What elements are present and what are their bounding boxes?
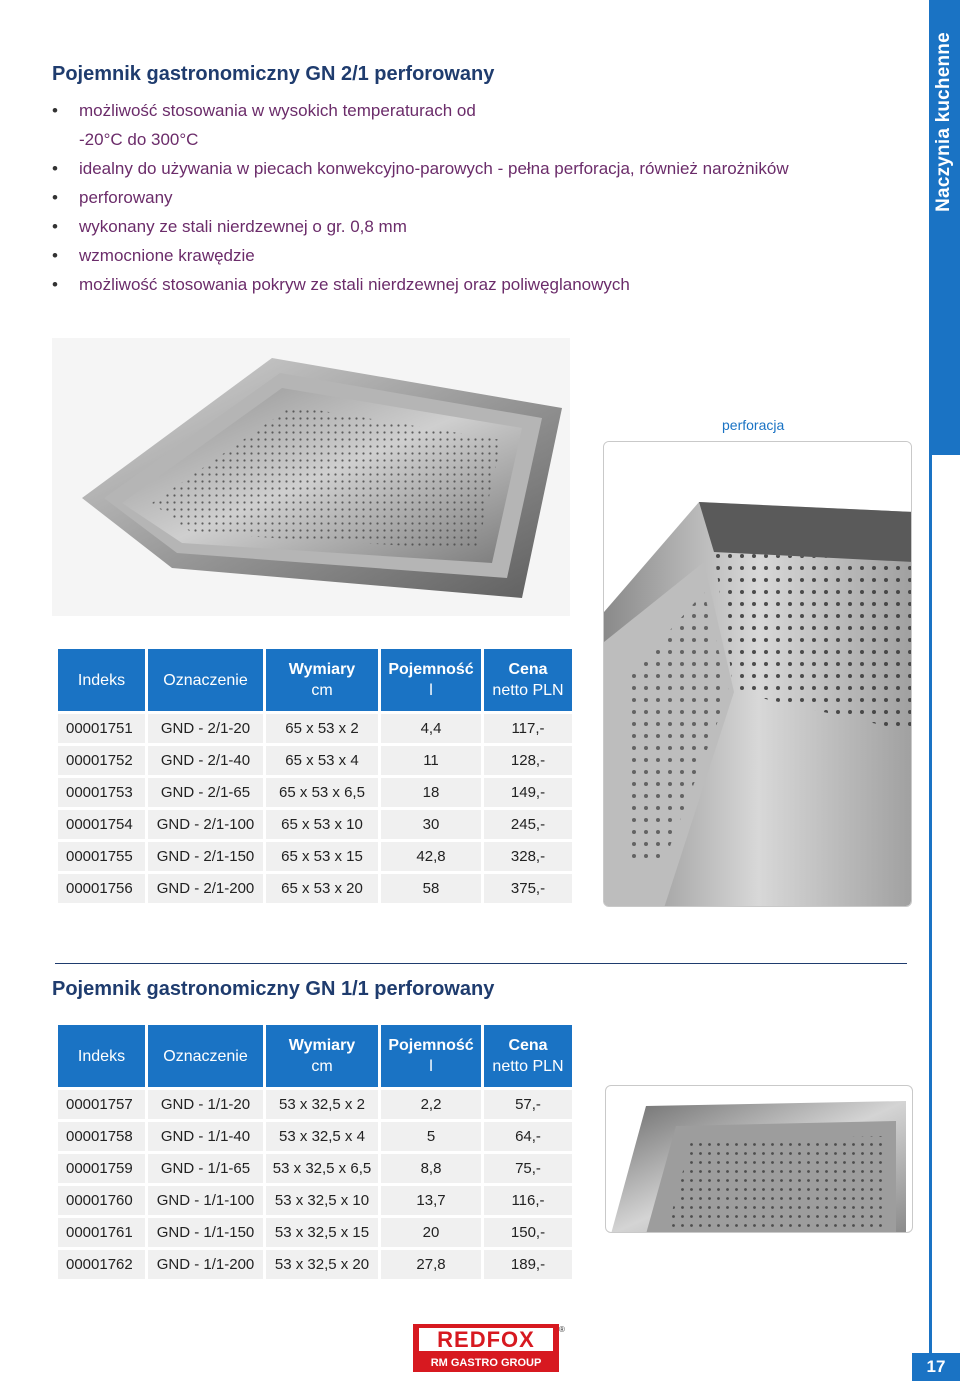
- cell-pojemnosc: 58: [381, 874, 481, 903]
- header-pojemnosc-unit: l: [429, 682, 433, 699]
- side-tab: [929, 0, 960, 1381]
- cell-cena: 245,-: [484, 810, 572, 839]
- cell-cena: 64,-: [484, 1122, 572, 1151]
- table-gn21: [55, 646, 575, 906]
- table-row: [58, 1218, 572, 1247]
- svg-text:®: ®: [559, 1325, 565, 1334]
- feature-item: • możliwość stosowania w wysokich temperaturach od -20°C do 300°C: [52, 96, 512, 154]
- header-indeks: Indeks: [58, 649, 145, 711]
- cell-cena: 189,-: [484, 1250, 572, 1279]
- table-row: [58, 1090, 572, 1119]
- cell-pojemnosc: 11: [381, 746, 481, 775]
- section2-title: Pojemnik gastronomiczny GN 1/1 perforowany: [52, 978, 495, 1000]
- cell-oznaczenie: GND - 1/1-200: [148, 1250, 263, 1279]
- header-pojemnosc-label: Pojemność: [388, 661, 474, 678]
- header-wymiary: [266, 649, 378, 711]
- cell-indeks: 00001761: [58, 1218, 145, 1247]
- cell-oznaczenie: GND - 2/1-40: [148, 746, 263, 775]
- cell-indeks: 00001753: [58, 778, 145, 807]
- feature-list: [52, 96, 912, 299]
- cell-indeks: 00001759: [58, 1154, 145, 1183]
- header-wymiary-unit: cm: [311, 1058, 333, 1075]
- table-row: [58, 1186, 572, 1215]
- cell-oznaczenie: GND - 1/1-20: [148, 1090, 263, 1119]
- feature-item: • idealny do używania w piecach konwekcyjno-parowych - pełna perforacja, również narożników: [52, 154, 912, 183]
- cell-pojemnosc: 30: [381, 810, 481, 839]
- cell-cena: 75,-: [484, 1154, 572, 1183]
- cell-cena: 117,-: [484, 714, 572, 743]
- detail-photo-frame: [603, 441, 912, 907]
- header-wymiary-label: Wymiary: [288, 661, 356, 678]
- svg-text:RM GASTRO GROUP: RM GASTRO GROUP: [430, 1357, 542, 1369]
- section-divider: [55, 963, 907, 964]
- svg-text:REDFOX: REDFOX: [437, 1327, 535, 1352]
- cell-indeks: 00001756: [58, 874, 145, 903]
- cell-indeks: 00001754: [58, 810, 145, 839]
- cell-wymiary: 53 x 32,5 x 6,5: [266, 1154, 378, 1183]
- table-row: [58, 714, 572, 743]
- cell-pojemnosc: 42,8: [381, 842, 481, 871]
- table-header-row: [58, 649, 572, 711]
- cell-pojemnosc: 18: [381, 778, 481, 807]
- side-tab-label: Naczynia kuchenne: [933, 32, 954, 212]
- cell-indeks: 00001762: [58, 1250, 145, 1279]
- header-cena-unit: netto PLN: [492, 682, 564, 699]
- header-cena-label: Cena: [508, 1037, 548, 1054]
- cell-wymiary: 53 x 32,5 x 20: [266, 1250, 378, 1279]
- feature-item: • wykonany ze stali nierdzewnej o gr. 0,8 mm: [52, 212, 912, 241]
- header-wymiary: [266, 1025, 378, 1087]
- cell-indeks: 00001755: [58, 842, 145, 871]
- table-row: [58, 842, 572, 871]
- cell-wymiary: 53 x 32,5 x 2: [266, 1090, 378, 1119]
- redfox-logo: [413, 1324, 565, 1372]
- detail-caption: perforacja: [722, 417, 785, 433]
- cell-oznaczenie: GND - 1/1-100: [148, 1186, 263, 1215]
- cell-oznaczenie: GND - 1/1-150: [148, 1218, 263, 1247]
- cell-cena: 116,-: [484, 1186, 572, 1215]
- table-row: [58, 874, 572, 903]
- cell-wymiary: 53 x 32,5 x 15: [266, 1218, 378, 1247]
- cell-indeks: 00001760: [58, 1186, 145, 1215]
- cell-wymiary: 65 x 53 x 20: [266, 874, 378, 903]
- cell-wymiary: 65 x 53 x 2: [266, 714, 378, 743]
- cell-oznaczenie: GND - 2/1-150: [148, 842, 263, 871]
- cell-oznaczenie: GND - 2/1-200: [148, 874, 263, 903]
- cell-cena: 57,-: [484, 1090, 572, 1119]
- cell-pojemnosc: 13,7: [381, 1186, 481, 1215]
- table-row: [58, 778, 572, 807]
- cell-indeks: 00001752: [58, 746, 145, 775]
- cell-oznaczenie: GND - 2/1-100: [148, 810, 263, 839]
- cell-oznaczenie: GND - 1/1-40: [148, 1122, 263, 1151]
- cell-pojemnosc: 20: [381, 1218, 481, 1247]
- header-wymiary-label: Wymiary: [288, 1037, 356, 1054]
- table-gn11: [55, 1022, 575, 1282]
- cell-pojemnosc: 5: [381, 1122, 481, 1151]
- feature-item: • wzmocnione krawędzie: [52, 241, 912, 270]
- cell-oznaczenie: GND - 1/1-65: [148, 1154, 263, 1183]
- perforation-detail-illustration: [604, 442, 912, 907]
- header-wymiary-unit: cm: [311, 682, 333, 699]
- section1-title: Pojemnik gastronomiczny GN 2/1 perforowany: [52, 63, 495, 85]
- cell-cena: 149,-: [484, 778, 572, 807]
- header-cena-label: Cena: [508, 661, 548, 678]
- header-cena-unit: netto PLN: [492, 1058, 564, 1075]
- header-cena: [484, 649, 572, 711]
- cell-wymiary: 65 x 53 x 6,5: [266, 778, 378, 807]
- table-row: [58, 1154, 572, 1183]
- cell-pojemnosc: 8,8: [381, 1154, 481, 1183]
- perforated-tray-illustration: [52, 338, 570, 616]
- cell-cena: 328,-: [484, 842, 572, 871]
- cell-wymiary: 65 x 53 x 10: [266, 810, 378, 839]
- header-oznaczenie: Oznaczenie: [148, 1025, 263, 1087]
- product-photo-gn21: [52, 338, 570, 616]
- cell-pojemnosc: 4,4: [381, 714, 481, 743]
- cell-cena: 128,-: [484, 746, 572, 775]
- header-pojemnosc: [381, 649, 481, 711]
- cell-indeks: 00001758: [58, 1122, 145, 1151]
- cell-indeks: 00001757: [58, 1090, 145, 1119]
- page-number: 17: [912, 1353, 960, 1381]
- feature-item: • perforowany: [52, 183, 912, 212]
- header-indeks: Indeks: [58, 1025, 145, 1087]
- cell-pojemnosc: 27,8: [381, 1250, 481, 1279]
- feature-item: • możliwość stosowania pokryw ze stali nierdzewnej oraz poliwęglanowych: [52, 270, 912, 299]
- table-header-row: [58, 1025, 572, 1087]
- side-tab-bar: [929, 0, 960, 455]
- side-tab-line: [929, 455, 932, 1381]
- perforated-tray-small-illustration: [606, 1086, 913, 1233]
- cell-wymiary: 65 x 53 x 15: [266, 842, 378, 871]
- table-row: [58, 810, 572, 839]
- cell-pojemnosc: 2,2: [381, 1090, 481, 1119]
- header-pojemnosc: [381, 1025, 481, 1087]
- header-oznaczenie: Oznaczenie: [148, 649, 263, 711]
- product-photo-gn11: [605, 1085, 913, 1233]
- cell-oznaczenie: GND - 2/1-65: [148, 778, 263, 807]
- cell-wymiary: 65 x 53 x 4: [266, 746, 378, 775]
- cell-cena: 375,-: [484, 874, 572, 903]
- table-row: [58, 1122, 572, 1151]
- table-row: [58, 746, 572, 775]
- cell-wymiary: 53 x 32,5 x 4: [266, 1122, 378, 1151]
- cell-wymiary: 53 x 32,5 x 10: [266, 1186, 378, 1215]
- table-row: [58, 1250, 572, 1279]
- cell-indeks: 00001751: [58, 714, 145, 743]
- cell-oznaczenie: GND - 2/1-20: [148, 714, 263, 743]
- header-cena: [484, 1025, 572, 1087]
- header-pojemnosc-label: Pojemność: [388, 1037, 474, 1054]
- redfox-logo-mark: [413, 1324, 565, 1372]
- header-pojemnosc-unit: l: [429, 1058, 433, 1075]
- cell-cena: 150,-: [484, 1218, 572, 1247]
